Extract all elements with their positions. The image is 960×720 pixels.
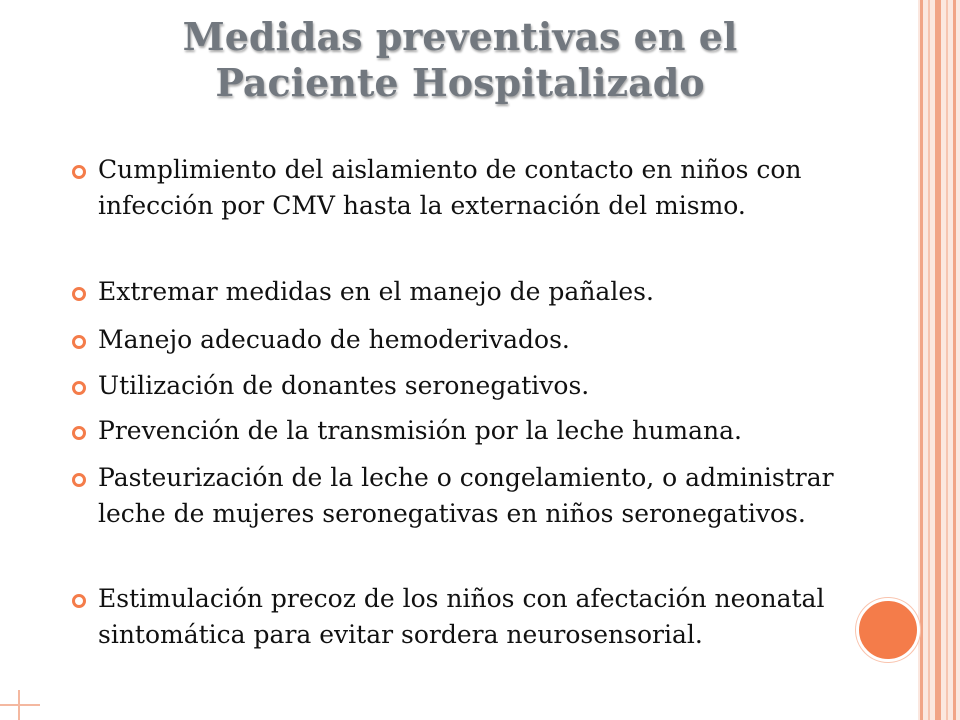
- bullet-item: [72, 413, 872, 449]
- bullet-item: [72, 322, 872, 358]
- bullet-ring-icon: [72, 165, 86, 179]
- stripe-line: [920, 0, 923, 720]
- title-line-2: Paciente Hospitalizado: [215, 60, 705, 105]
- bullet-text: Utilización de donantes seronegativos.: [98, 371, 590, 400]
- title-line-1: Medidas preventivas en el: [182, 14, 738, 59]
- bullet-ring-icon: [72, 335, 86, 349]
- bullet-item: [72, 460, 872, 532]
- bullet-ring-icon: [72, 287, 86, 301]
- bullet-ring-icon: [72, 594, 86, 608]
- bullet-ring-icon: [72, 381, 86, 395]
- bullet-item: [72, 274, 872, 310]
- bullet-text: Prevención de la transmisión por la leche humana.: [98, 416, 742, 445]
- bullet-text: Extremar medidas en el manejo de pañales.: [98, 277, 654, 306]
- page-title: [60, 14, 860, 106]
- stripe-line: [946, 0, 948, 720]
- bullet-item: [72, 152, 872, 224]
- bullet-text: Manejo adecuado de hemoderivados.: [98, 325, 570, 354]
- bullet-ring-icon: [72, 473, 86, 487]
- bullet-ring-icon: [72, 426, 86, 440]
- bullet-item: [72, 581, 872, 653]
- stripe-line: [953, 0, 956, 720]
- stripe-line: [935, 0, 941, 720]
- bullet-text: Estimulación precoz de los niños con afectación neonatal sintomática para evitar sordera neurosensorial.: [98, 584, 825, 649]
- bullet-text: Pasteurización de la leche o congelamiento, o administrar leche de mujeres seronegativas en niños seronegativos.: [98, 463, 834, 528]
- bullet-item: [72, 368, 872, 404]
- corner-line-horizontal: [0, 704, 40, 706]
- bullet-text: Cumplimiento del aislamiento de contacto en niños con infección por CMV hasta la externación del mismo.: [98, 155, 802, 220]
- stripe-line: [928, 0, 930, 720]
